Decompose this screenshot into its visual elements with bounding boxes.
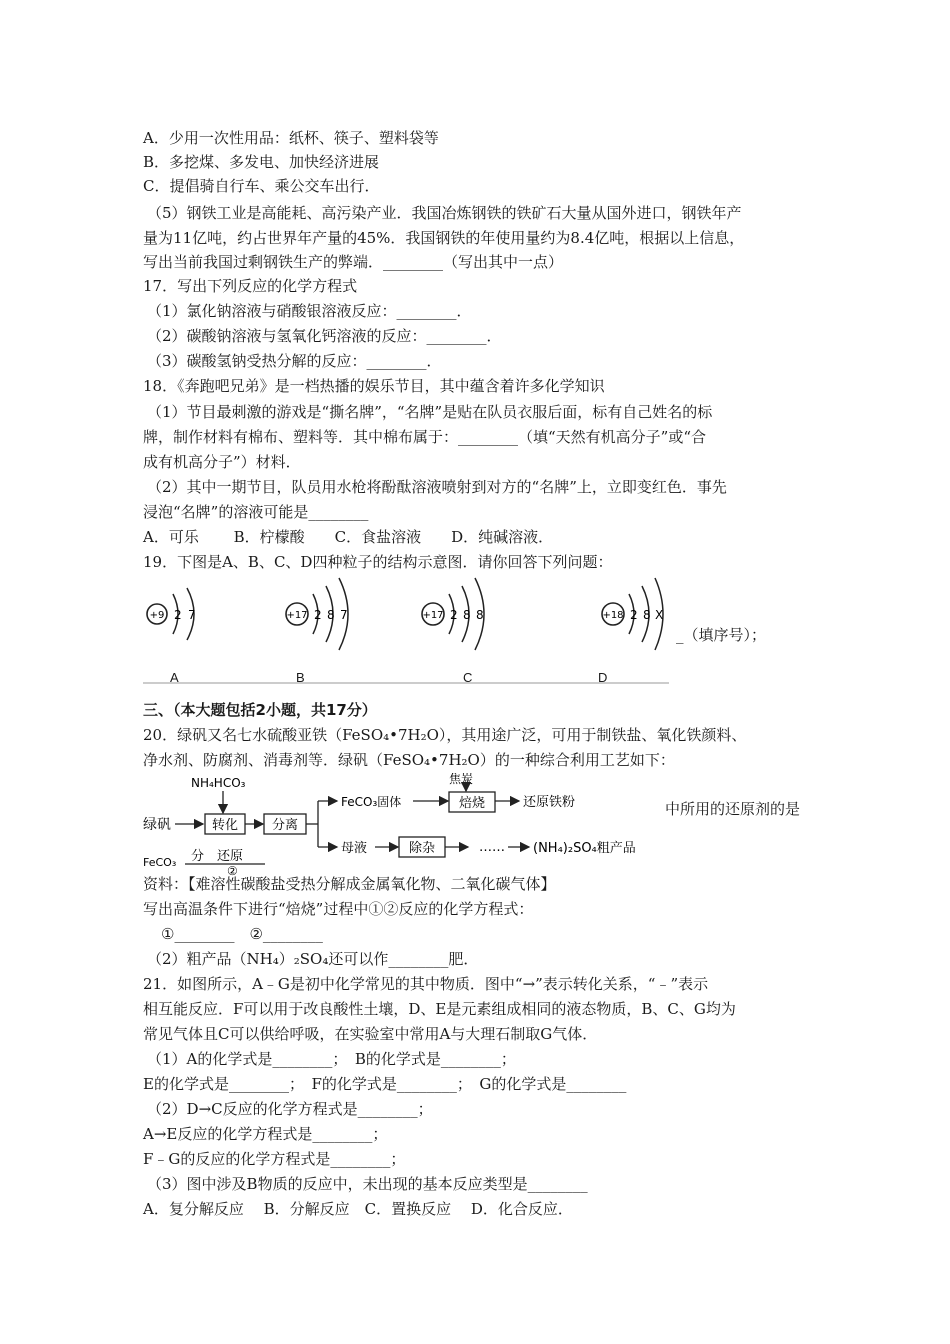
q18-2-line1: （2）其中一期节目，队员用水枪将酚酞溶液喷射到对方的“名牌”上，立即变红色．事先: [147, 478, 727, 496]
q19-title: 19．下图是A、B、C、D四种粒子的结构示意图．请你回答下列问题：: [143, 553, 613, 571]
flow-start: 绿矾: [143, 817, 171, 833]
flow-box-purify: 除杂: [408, 841, 436, 856]
q21-line3: 常见气体且C可以供给呼吸，在实验室中常用A与大理石制取G气体．: [143, 1025, 598, 1043]
q18-2-line2: 浸泡“名牌”的溶液可能是________: [143, 503, 369, 521]
section-3-heading: 三、（本大题包括2小题，共17分）: [143, 701, 377, 719]
q21-2-line1: （2）D→C反应的化学方程式是________；: [147, 1100, 433, 1118]
flow-solid: FeCO₃固体: [341, 795, 402, 809]
q21-2-line2: A→E反应的化学方程式是________；: [143, 1125, 388, 1143]
flow-box-convert: 转化: [211, 818, 239, 833]
q16-5-line3: 写出当前我国过剩钢铁生产的弊端．________（写出其中一点）: [143, 253, 564, 271]
flow-box-roast: 焙烧: [458, 796, 486, 811]
q20-resource: 资料：【难溶性碳酸盐受热分解成金属氧化物、二氧化碳气体】: [143, 875, 556, 893]
atom-b-shell3: 7: [340, 608, 348, 622]
q21-1-line1: （1）A的化学式是________； B的化学式是________；: [147, 1050, 516, 1068]
atom-d-shell2: 8: [643, 608, 651, 622]
q21-3: （3）图中涉及B物质的反应中，未出现的基本反应类型是________: [147, 1175, 588, 1193]
atom-c-shell1: 2: [450, 608, 458, 622]
q20-reductant-text: 中所用的还原剂的是: [665, 800, 801, 818]
atom-label-c: C: [463, 670, 473, 685]
q20-prompt: 写出高温条件下进行“焙烧”过程中①②反应的化学方程式：: [143, 900, 534, 918]
q18-options: A．可乐 B．柠檬酸 C．食盐溶液 D．纯碱溶液．: [143, 528, 554, 546]
atom-a-shell2: 7: [188, 608, 196, 622]
reaction-fragment: [143, 844, 283, 878]
q21-2-line3: F﹣G的反应的化学方程式是________；: [143, 1150, 406, 1168]
q16-5-line2: 量为11亿吨，约占世界年产量的45%．我国钢铁的年使用量约为8.4亿吨，根据以上信息，: [143, 229, 745, 247]
atom-b-shell2: 8: [327, 608, 335, 622]
q21-1-line2: E的化学式是________； F的化学式是________； G的化学式是________: [143, 1075, 627, 1093]
flow-box-separate: 分离: [271, 818, 299, 833]
flow-liquid: 母液: [341, 841, 368, 856]
q17-1: （1）氯化钠溶液与硝酸银溶液反应：________．: [147, 302, 472, 320]
q21-options: A．复分解反应 B．分解反应 C．置换反应 D．化合反应．: [143, 1200, 573, 1218]
option-b-line: B．多挖煤、多发电、加快经济进展: [143, 153, 380, 171]
flow-product-ammonium: (NH₄)₂SO₄粗产品: [533, 841, 636, 856]
q17-title: 17．写出下列反应的化学方程式: [143, 277, 358, 295]
q17-3: （3）碳酸氢钠受热分解的反应：________．: [147, 352, 442, 370]
q20-line1: 20．绿矾又名七水硫酸亚铁（FeSO₄•7H₂O），其用途广泛，可用于制铁盐、氧化铁颜料、: [143, 726, 747, 744]
option-c-line: C．提倡骑自行车、乘公交车出行．: [143, 177, 380, 195]
atom-b: [286, 578, 348, 650]
atom-d-shell1: 2: [630, 608, 638, 622]
atom-c-shell2: 8: [463, 608, 471, 622]
fragment-circle: ②: [227, 864, 238, 878]
q18-1-line2: 牌，制作材料有棉布、塑料等．其中棉布属于：________（填“天然有机高分子”或“合: [143, 428, 707, 446]
q19-fill-hint: _（填序号）；: [676, 626, 767, 644]
q18-title: 18．《奔跑吧兄弟》是一档热播的娱乐节目，其中蕴含着许多化学知识: [143, 377, 605, 395]
q16-5-line1: （5）钢铁工业是高能耗、高污染产业．我国冶炼钢铁的铁矿石大量从国外进口，钢铁年产: [147, 204, 742, 222]
atom-c: [422, 578, 484, 650]
atom-a: [147, 588, 196, 640]
atom-d-nucleus: +18: [602, 610, 624, 621]
fragment-fen: 分: [191, 849, 205, 864]
flow-dots: ……: [479, 840, 505, 855]
q20-2: （2）粗产品（NH₄）₂SO₄还可以作________肥．: [147, 950, 479, 968]
atom-b-shell1: 2: [314, 608, 322, 622]
option-a-line: A．少用一次性用品：纸杯、筷子、塑料袋等: [143, 129, 439, 147]
atom-c-nucleus: +17: [422, 610, 444, 621]
atom-a-shell1: 2: [174, 608, 182, 622]
atom-label-d: D: [598, 670, 608, 685]
atom-d-shell3: X: [655, 608, 664, 622]
fragment-feco3: FeCO₃: [143, 856, 177, 869]
q17-2: （2）碳酸钠溶液与氢氧化钙溶液的反应：________．: [147, 327, 502, 345]
q21-line1: 21．如图所示，A﹣G是初中化学常见的其中物质．图中“→”表示转化关系，“﹣”表示: [143, 975, 709, 993]
q20-line2: 净水剂、防腐剂、消毒剂等．绿矾（FeSO₄•7H₂O）的一种综合利用工艺如下：: [143, 751, 675, 769]
flow-product-iron: 还原铁粉: [523, 795, 576, 810]
q18-1-line1: （1）节目最刺激的游戏是“撕名牌”，“名牌”是贴在队员衣服后面，标有自己姓名的标: [147, 403, 713, 421]
atom-structure-diagrams: [143, 570, 673, 688]
q20-blanks: ①________ ②________: [161, 925, 323, 943]
q18-1-line3: 成有机高分子”）材料．: [143, 453, 301, 471]
atom-label-b: B: [296, 670, 305, 685]
atom-c-shell3: 8: [476, 608, 484, 622]
atom-d: [602, 578, 663, 650]
fragment-huanyuan: 还原: [217, 849, 244, 864]
q21-line2: 相互能反应．F可以用于改良酸性土壤，D、E是元素组成相同的液态物质，B、C、G均为: [143, 1000, 736, 1018]
atom-b-nucleus: +17: [286, 610, 308, 621]
atom-a-nucleus: +9: [149, 610, 165, 621]
flow-reagent: NH₄HCO₃: [191, 776, 246, 790]
atom-label-a: A: [170, 670, 179, 685]
flow-coke: 焦炭: [449, 773, 474, 786]
